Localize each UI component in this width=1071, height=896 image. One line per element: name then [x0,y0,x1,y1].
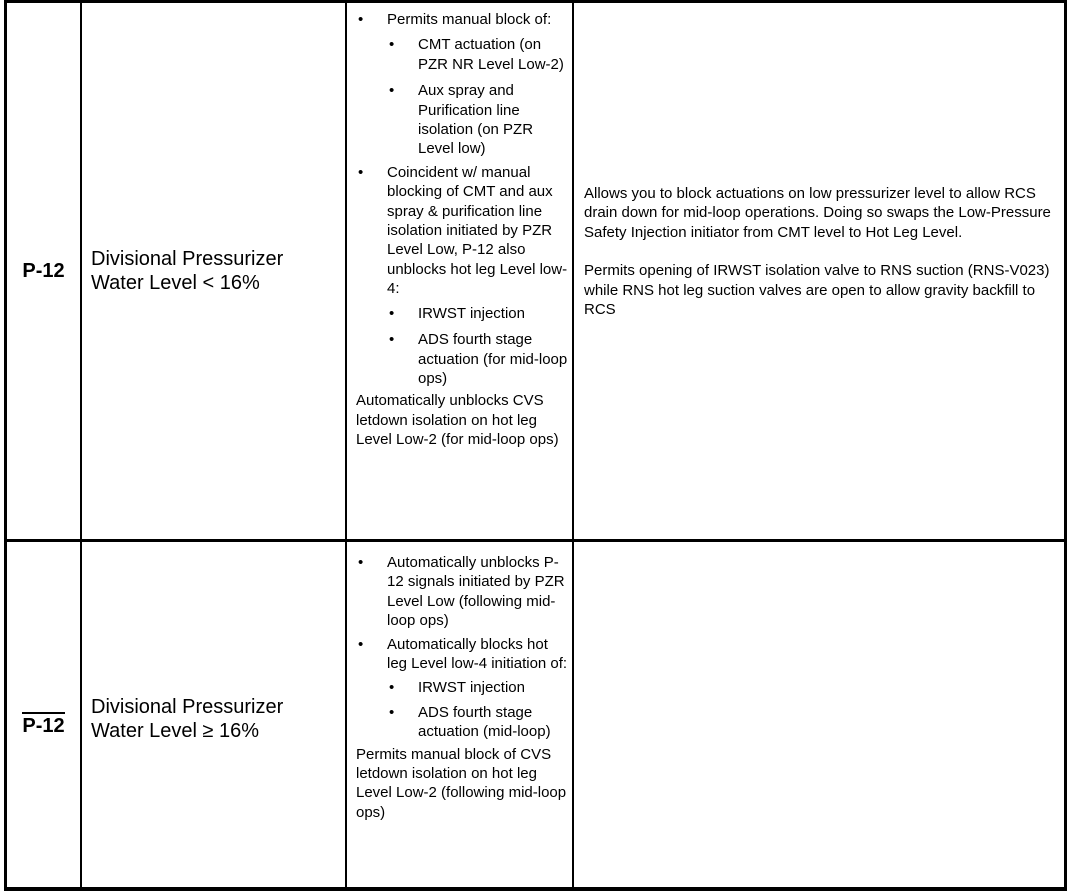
function-bullet: • Permits manual block of: [356,10,568,29]
table-row-2-id [7,542,80,887]
interlock-table [4,0,1067,891]
table-row-2-function [356,553,568,822]
function-note: Automatically unblocks CVS letdown isolation on hot leg Level Low-2 (for mid-loop ops) [356,392,559,449]
function-bullet: • Coincident w/ manual blocking of CMT and aux spray & purification line isolation initiated by PZR Level Low, P-12 also unblocks hot leg Level low-4: [356,163,568,299]
interlock-id: P-12 [22,259,65,282]
function-sub-bullet: • ADS fourth stage actuation (for mid-loop ops) [356,330,568,388]
table-row-1-id [7,3,80,539]
table-row-1-function [356,10,568,450]
table-row-1-condition [91,3,341,539]
purpose-paragraph: Allows you to block actuations on low pressurizer level to allow RCS drain down for mid-loop operations. Doing so swaps the Low-Pressure Safety Injection initiator from CMT level to Hot Leg Level. [584,185,1051,241]
function-note: Permits manual block of CVS letdown isolation on hot leg Level Low-2 (following mid-loop ops) [356,745,567,821]
column-divider [572,0,574,887]
table-row-1-purpose [584,184,1059,319]
function-sub-bullet: • IRWST injection [356,678,568,697]
function-sub-bullet: • Aux spray and Purification line isolation (on PZR Level low) [356,81,568,159]
column-divider [80,0,82,887]
function-sub-bullet: • IRWST injection [356,304,568,323]
condition-text: Divisional Pressurizer Water Level < 16% [91,248,284,294]
interlock-id-not: P-12 [22,712,64,737]
condition-text: Divisional Pressurizer Water Level ≥ 16% [91,695,284,742]
column-divider [345,0,347,887]
purpose-paragraph: Permits opening of IRWST isolation valve to RNS suction (RNS-V023) while RNS hot leg suction valves are open to allow gravity backfill to RCS [584,262,1050,319]
function-bullet: • Automatically blocks hot leg Level low-4 initiation of: [356,635,568,674]
table-row-2-condition [91,542,341,887]
function-sub-bullet: • CMT actuation (on PZR NR Level Low-2) [356,35,568,74]
function-sub-bullet: • ADS fourth stage actuation (mid-loop) [356,703,568,742]
function-bullet: • Automatically unblocks P-12 signals initiated by PZR Level Low (following mid-loop ops) [356,553,568,631]
